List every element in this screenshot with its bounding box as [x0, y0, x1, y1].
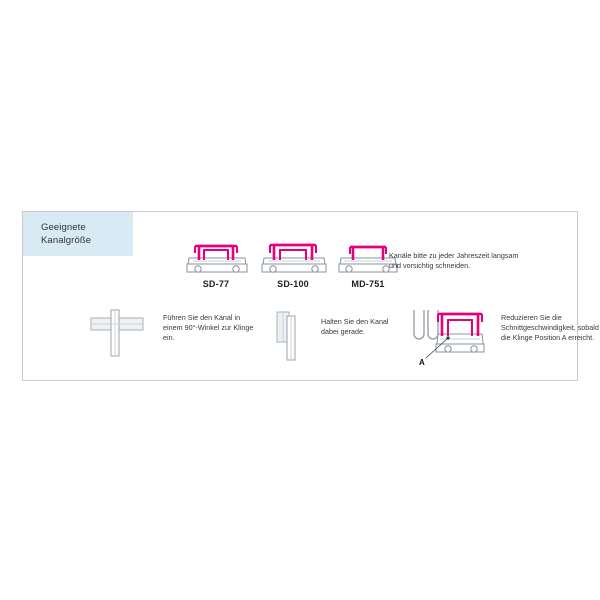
note-step1: Führen Sie den Kanal in einem 90°-Winkel zur Klinge ein.	[163, 313, 254, 342]
note-step2: Halten Sie den Kanal dabei gerade.	[321, 317, 389, 336]
callout-label-a: A	[419, 358, 425, 367]
duct-size-label: MD-751	[351, 279, 385, 289]
step1-blade-icon	[85, 306, 151, 360]
step3-machine-icon	[408, 304, 488, 364]
instruction-panel	[22, 211, 599, 381]
panel-title-line1: Geeignete	[41, 222, 86, 233]
duct-size-label: SD-77	[202, 279, 230, 289]
panel-title-line2: Kanalgröße	[41, 235, 92, 246]
step2-blade-icon	[269, 306, 313, 362]
note-seasonal-cutting: Kanäle bitte zu jeder Jahreszeit langsam und vorsichtig schneiden.	[389, 251, 519, 270]
panel-title-box	[23, 212, 133, 256]
note-step3: Reduzieren Sie die Schnittgeschwindigkeit, sobald die Klinge Position A erreicht.	[501, 313, 599, 342]
duct-size-label: SD-100	[277, 279, 309, 289]
